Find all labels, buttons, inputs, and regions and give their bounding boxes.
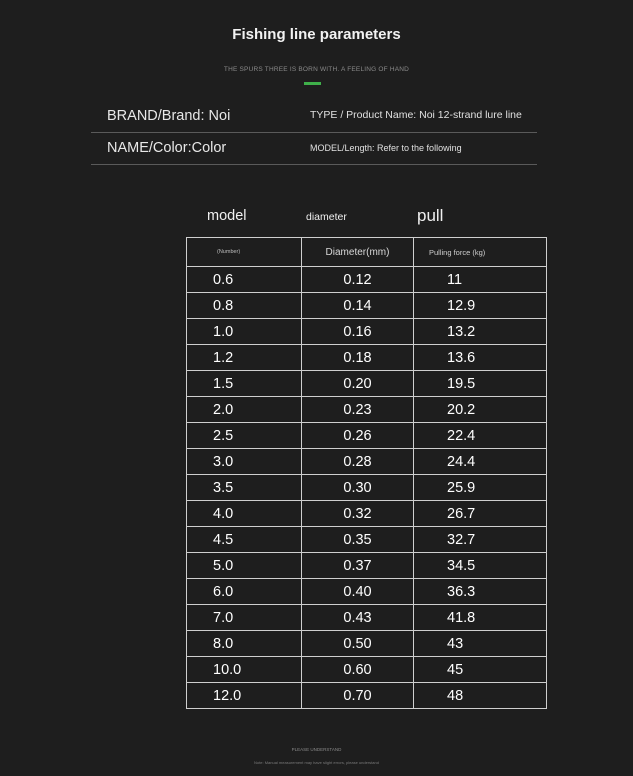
diameter-cell: 0.12 <box>302 267 414 293</box>
pulling-force-cell: 48 <box>414 683 547 709</box>
model-cell: 2.0 <box>187 397 302 423</box>
model-cell: 3.5 <box>187 475 302 501</box>
model-cell: 4.0 <box>187 501 302 527</box>
table-row <box>187 527 547 553</box>
table-row <box>187 605 547 631</box>
table-row <box>187 423 547 449</box>
table-row <box>187 319 547 345</box>
pulling-force-cell: 24.4 <box>414 449 547 475</box>
table-row <box>187 293 547 319</box>
model-cell: 1.0 <box>187 319 302 345</box>
diameter-cell: 0.50 <box>302 631 414 657</box>
diameter-cell: 0.35 <box>302 527 414 553</box>
table-row <box>187 683 547 709</box>
model-cell: 6.0 <box>187 579 302 605</box>
model-cell: 0.6 <box>187 267 302 293</box>
diameter-cell: 0.26 <box>302 423 414 449</box>
table-row <box>187 345 547 371</box>
pulling-force-cell: 13.6 <box>414 345 547 371</box>
pulling-force-cell: 22.4 <box>414 423 547 449</box>
table-row <box>187 267 547 293</box>
diameter-cell: 0.30 <box>302 475 414 501</box>
pulling-force-cell: 32.7 <box>414 527 547 553</box>
header-cell-pulling-force: Pulling force (kg) <box>414 238 547 267</box>
diameter-cell: 0.43 <box>302 605 414 631</box>
pulling-force-cell: 41.8 <box>414 605 547 631</box>
pulling-force-cell: 36.3 <box>414 579 547 605</box>
model-cell: 2.5 <box>187 423 302 449</box>
diameter-cell: 0.60 <box>302 657 414 683</box>
table-row <box>187 553 547 579</box>
page-subtitle: THE SPURS THREE IS BORN WITH. A FEELING OF HAND <box>223 66 410 73</box>
column-label-model: model <box>207 208 247 224</box>
pulling-force-cell: 25.9 <box>414 475 547 501</box>
pulling-force-cell: 20.2 <box>414 397 547 423</box>
page-title: Fishing line parameters <box>232 26 401 43</box>
brand-label: BRAND/Brand: Noi <box>107 108 231 124</box>
model-cell: 10.0 <box>187 657 302 683</box>
model-cell: 0.8 <box>187 293 302 319</box>
column-label-diameter: diameter <box>306 211 347 223</box>
diameter-cell: 0.18 <box>302 345 414 371</box>
model-cell: 5.0 <box>187 553 302 579</box>
parameters-table <box>186 237 547 709</box>
table-row <box>187 397 547 423</box>
diameter-cell: 0.40 <box>302 579 414 605</box>
model-cell: 3.0 <box>187 449 302 475</box>
diameter-cell: 0.70 <box>302 683 414 709</box>
model-length-label: MODEL/Length: Refer to the following <box>310 143 462 153</box>
pulling-force-cell: 43 <box>414 631 547 657</box>
model-cell: 1.2 <box>187 345 302 371</box>
table-row <box>187 371 547 397</box>
diameter-cell: 0.32 <box>302 501 414 527</box>
pulling-force-cell: 11 <box>414 267 547 293</box>
model-cell: 4.5 <box>187 527 302 553</box>
pulling-force-cell: 34.5 <box>414 553 547 579</box>
table-row <box>187 501 547 527</box>
accent-bar <box>304 82 321 85</box>
diameter-cell: 0.16 <box>302 319 414 345</box>
table-row <box>187 475 547 501</box>
diameter-cell: 0.37 <box>302 553 414 579</box>
pulling-force-cell: 45 <box>414 657 547 683</box>
header-cell-diameter: Diameter(mm) <box>302 238 414 267</box>
table-row <box>187 579 547 605</box>
model-cell: 12.0 <box>187 683 302 709</box>
model-cell: 1.5 <box>187 371 302 397</box>
table-row <box>187 449 547 475</box>
pulling-force-cell: 12.9 <box>414 293 547 319</box>
pulling-force-cell: 26.7 <box>414 501 547 527</box>
info-row-name <box>91 132 537 165</box>
footer-note-title: PLEASE UNDERSTAND <box>291 747 342 752</box>
diameter-cell: 0.14 <box>302 293 414 319</box>
header-cell-number: (Number) <box>187 238 302 267</box>
model-cell: 8.0 <box>187 631 302 657</box>
table-row <box>187 631 547 657</box>
footer-note-text: Note: Manual measurement may have slight errors, please understand <box>254 760 379 765</box>
diameter-cell: 0.23 <box>302 397 414 423</box>
column-label-pull: pull <box>417 206 444 225</box>
diameter-cell: 0.28 <box>302 449 414 475</box>
pulling-force-cell: 19.5 <box>414 371 547 397</box>
type-label: TYPE / Product Name: Noi 12-strand lure line <box>310 109 522 121</box>
name-label: NAME/Color:Color <box>107 140 227 156</box>
diameter-cell: 0.20 <box>302 371 414 397</box>
pulling-force-cell: 13.2 <box>414 319 547 345</box>
table-header-row <box>187 238 547 267</box>
info-row-brand <box>91 100 537 133</box>
model-cell: 7.0 <box>187 605 302 631</box>
table-row <box>187 657 547 683</box>
